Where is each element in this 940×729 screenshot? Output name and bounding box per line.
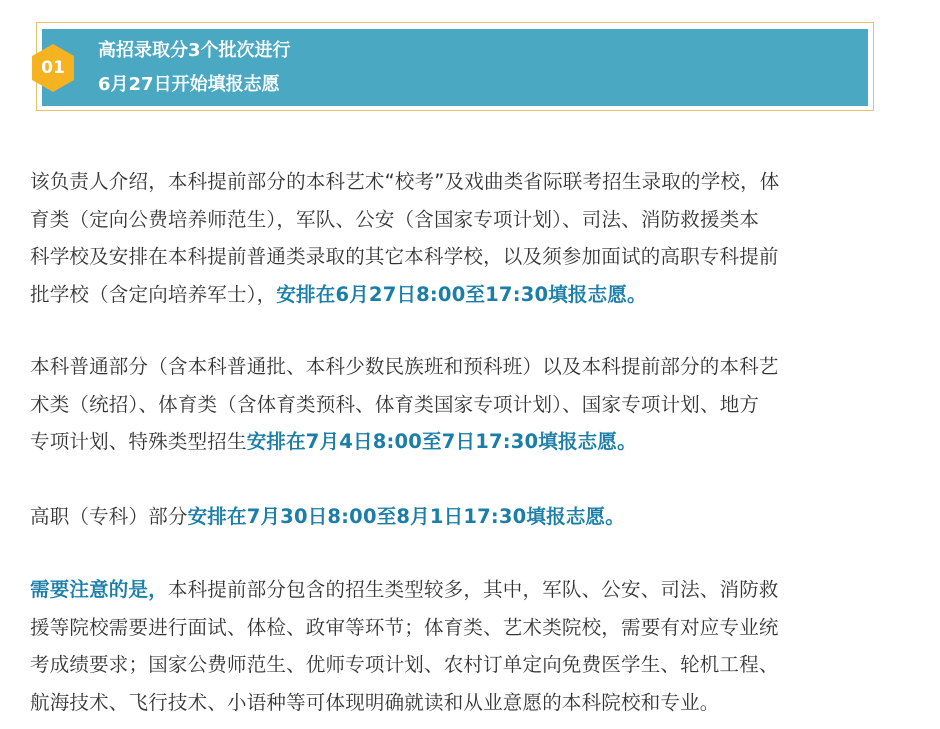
notice-label: 需要注意的是， <box>30 578 168 601</box>
paragraph-text: 专项计划、特殊类型招生 <box>30 430 247 453</box>
highlight-date-text: 安排在7月4日8:00至7日17:30填报志愿。 <box>246 430 637 453</box>
paragraph-notice <box>30 571 880 721</box>
section-title-line-2: 6月27日开始填报志愿 <box>98 74 280 95</box>
paragraph-line: 考成绩要求；国家公费师范生、优师专项计划、农村订单定向免费医学生、轮机工程、 <box>30 653 779 676</box>
highlight-date-text: 安排在7月30日8:00至8月1日17:30填报志愿。 <box>187 505 625 528</box>
paragraph-line <box>30 423 880 461</box>
paragraph-line <box>30 571 880 609</box>
paragraph-line: 术类（统招）、体育类（含体育类预科、体育类国家专项计划）、国家专项计划、地方 <box>30 392 760 416</box>
paragraph-line <box>30 498 880 536</box>
paragraph-line <box>30 276 880 314</box>
paragraph-text: 高职（专科）部分 <box>30 505 188 528</box>
paragraph-line: 育类（定向公费培养师范生），军队、公安（含国家专项计划）、司法、消防救援类本 <box>30 207 760 231</box>
paragraph-line: 该负责人介绍，本科提前部分的本科艺术“校考”及戏曲类省际联考招生录取的学校，体 <box>30 170 780 193</box>
paragraph-text: 批学校（含定向培养军士）， <box>30 282 277 306</box>
paragraph-line: 航海技术、飞行技术、小语种等可体现明确就读和从业意愿的本科院校和专业。 <box>30 690 720 714</box>
paragraph-text: 本科提前部分包含的招生类型较多，其中，军队、公安、司法、消防救 <box>167 578 779 601</box>
section-title-line-1: 高招录取分3个批次进行 <box>98 40 291 61</box>
paragraph-line: 科学校及安排在本科提前普通类录取的其它本科学校，以及须参加面试的高职专科提前 <box>30 245 779 268</box>
paragraph-regular-batch <box>30 348 880 461</box>
badge-number: 01 <box>41 58 65 78</box>
paragraph-line: 援等院校需要进行面试、体检、政审等环节；体育类、艺术类院校，需要有对应专业统 <box>30 615 779 639</box>
paragraph-line: 本科普通部分（含本科普通批、本科少数民族班和预科班）以及本科提前部分的本科艺 <box>30 355 779 378</box>
section-number-badge <box>30 43 76 93</box>
paragraph-early-batch <box>30 163 880 313</box>
highlight-date-text: 安排在6月27日8:00至17:30填报志愿。 <box>276 282 647 306</box>
paragraph-vocational-batch <box>30 498 880 536</box>
